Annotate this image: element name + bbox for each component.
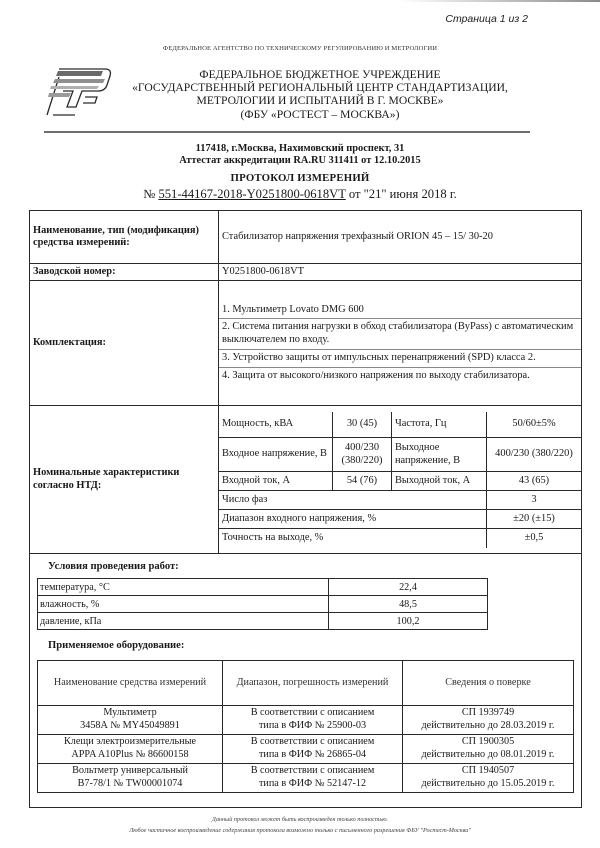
address-block <box>0 143 600 166</box>
spec-value: 400/230 (380/220) <box>487 438 582 472</box>
spec-row <box>219 529 581 548</box>
equipment-range-cell <box>223 706 403 735</box>
table-row <box>38 579 488 596</box>
spec-label: Частота, Гц <box>392 412 487 438</box>
agency-name: ФЕДЕРАЛЬНОЕ АГЕНТСТВО ПО ТЕХНИЧЕСКОМУ РЕГУЛИРОВАНИЮ И МЕТРОЛОГИИ <box>162 45 438 52</box>
spec-value: ±0,5 <box>487 529 582 548</box>
range-text: В соответствии с описанием <box>250 707 375 719</box>
range-text: В соответствии с описанием <box>250 765 375 777</box>
kit-item: 4. Защита от высокого/низкого напряжения по выходу стабилизатора. <box>222 369 530 381</box>
equipment-model: 3458А № MY45049891 <box>80 720 180 731</box>
equipment-model: В7-78/1 № TW00001074 <box>77 778 183 789</box>
spec-value: 3 <box>487 491 582 510</box>
spec-value: 54 (76) <box>333 472 392 491</box>
spec-label: Выходной ток, А <box>392 472 487 491</box>
device-name-label: Наименование, тип (модификация) средства измерений: <box>30 211 219 264</box>
spec-row <box>219 438 581 472</box>
footer-note: Любое частичное воспроизведение содержания протокола возможно только с письменного разрешения ФБУ "Ростест-Москва" <box>129 827 471 834</box>
spec-label: Точность на выходе, % <box>219 529 487 548</box>
spec-label: Входное напряжение, В <box>219 438 333 472</box>
spec-table <box>219 412 581 548</box>
equipment-name-cell <box>38 735 223 764</box>
conditions-title: Условия проведения работ: <box>48 561 179 572</box>
cert-number: СП 1939749 <box>461 707 515 719</box>
equipment-title: Применяемое оборудование: <box>48 640 185 651</box>
footer-note: Данный протокол может быть воспроизведен только полностью. <box>211 816 389 823</box>
equipment-cert-cell <box>403 706 574 735</box>
equipment-range-cell <box>223 735 403 764</box>
org-line: (ФБУ «РОСТЕСТ – МОСКВА») <box>240 107 400 121</box>
equipment-cert-cell <box>403 735 574 764</box>
spec-label: Мощность, кВА <box>219 412 333 438</box>
column-header: Диапазон, погрешность измерений <box>223 661 403 706</box>
table-row <box>30 211 582 264</box>
spec-value: 30 (45) <box>333 412 392 438</box>
table-row <box>38 596 488 613</box>
number-sign: № <box>143 187 159 201</box>
organization-title <box>110 68 530 121</box>
range-text: типа в ФИФ № 52147-12 <box>258 778 367 789</box>
condition-value: 22,4 <box>329 579 488 596</box>
org-line: МЕТРОЛОГИИ И ИСПЫТАНИЙ В Г. МОСКВЕ» <box>196 94 444 108</box>
serial-label: Заводской номер: <box>30 264 219 281</box>
cert-validity: действительно до 28.03.2019 г. <box>421 720 555 731</box>
condition-label: давление, кПа <box>38 613 329 630</box>
page-number: Страница 1 из 2 <box>445 13 528 25</box>
column-header: Наименование средства измерений <box>38 661 223 706</box>
spec-row <box>219 472 581 491</box>
spec-label: Число фаз <box>219 491 487 510</box>
device-info-table <box>29 210 582 554</box>
spec-value: 50/60±5% <box>487 412 582 438</box>
condition-label: влажность, % <box>38 596 329 613</box>
range-text: В соответствии с описанием <box>250 736 375 748</box>
spec-label: Выходное напряжение, В <box>392 438 487 472</box>
range-text: типа в ФИФ № 26865-04 <box>258 749 367 760</box>
table-row <box>38 706 574 735</box>
protocol-date: от "21" июня 2018 г. <box>345 187 457 201</box>
table-row <box>30 406 582 554</box>
nominal-label: Номинальные характеристики согласно НТД: <box>30 406 219 554</box>
spec-row <box>219 412 581 438</box>
protocol-title: ПРОТОКОЛ ИЗМЕРЕНИЙ <box>230 172 370 184</box>
kit-item: 2. Система питания нагрузки в обход стабилизатора (ByPass) с автоматическим выключателем по входу. <box>219 319 581 350</box>
rostest-logo-icon <box>45 67 113 119</box>
protocol-number-line <box>0 187 600 202</box>
serial-value: Y0251800-0618VT <box>219 264 582 281</box>
table-row <box>38 764 574 793</box>
cert-validity: действительно до 08.01.2019 г. <box>421 749 555 760</box>
table-row <box>38 613 488 630</box>
spec-value: 43 (65) <box>487 472 582 491</box>
spec-row <box>219 491 581 510</box>
equipment-name-cell <box>38 706 223 735</box>
cert-number: СП 1900305 <box>461 736 515 748</box>
table-row <box>38 735 574 764</box>
table-header-row <box>38 661 574 706</box>
equipment-name: Клещи электроизмерительные <box>64 736 196 748</box>
cert-validity: действительно до 15.05.2019 г. <box>421 778 555 789</box>
kit-label: Комплектация: <box>30 281 219 406</box>
equipment-model: APPA A10Plus № 86600158 <box>71 749 189 760</box>
equipment-name-cell <box>38 764 223 793</box>
kit-item: 1. Мультиметр Lovato DMG 600 <box>219 302 581 320</box>
address: 117418, г.Москва, Нахимовский проспект, 31 <box>195 143 405 154</box>
table-row <box>30 281 582 406</box>
spec-value: ±20 (±15) <box>487 510 582 529</box>
device-name-value: Стабилизатор напряжения трехфазный ORION 45 – 15/ 30-20 <box>219 211 582 264</box>
spec-label: Диапазон входного напряжения, % <box>219 510 487 529</box>
spec-cell <box>219 406 582 554</box>
condition-value: 48,5 <box>329 596 488 613</box>
table-row <box>30 264 582 281</box>
condition-label: температура, °С <box>38 579 329 596</box>
header-divider <box>44 131 530 133</box>
range-text: типа в ФИФ № 25900-03 <box>258 720 367 731</box>
spec-row <box>219 510 581 529</box>
spec-value: 400/230 (380/220) <box>333 438 392 472</box>
column-header: Сведения о поверке <box>403 661 574 706</box>
equipment-table <box>37 660 574 793</box>
cert-number: СП 1940507 <box>461 765 515 777</box>
protocol-number: 551-44167-2018-Y0251800-0618VT <box>158 187 346 201</box>
equipment-cert-cell <box>403 764 574 793</box>
org-line: «ГОСУДАРСТВЕННЫЙ РЕГИОНАЛЬНЫЙ ЦЕНТР СТАНДАРТИЗАЦИИ, <box>132 81 508 95</box>
conditions-table <box>37 578 488 630</box>
kit-item: 3. Устройство защиты от импульсных перенапряжений (SPD) класса 2. <box>219 350 581 368</box>
accreditation: Аттестат аккредитации RA.RU 311411 от 12.10.2015 <box>179 154 421 166</box>
spec-label: Входной ток, А <box>219 472 333 491</box>
org-line: ФЕДЕРАЛЬНОЕ БЮДЖЕТНОЕ УЧРЕЖДЕНИЕ <box>199 68 441 81</box>
equipment-range-cell <box>223 764 403 793</box>
condition-value: 100,2 <box>329 613 488 630</box>
scan-edge <box>400 0 600 2</box>
equipment-name: Вольтметр универсальный <box>72 765 188 777</box>
kit-list <box>219 281 582 406</box>
equipment-name: Мультиметр <box>103 707 157 719</box>
